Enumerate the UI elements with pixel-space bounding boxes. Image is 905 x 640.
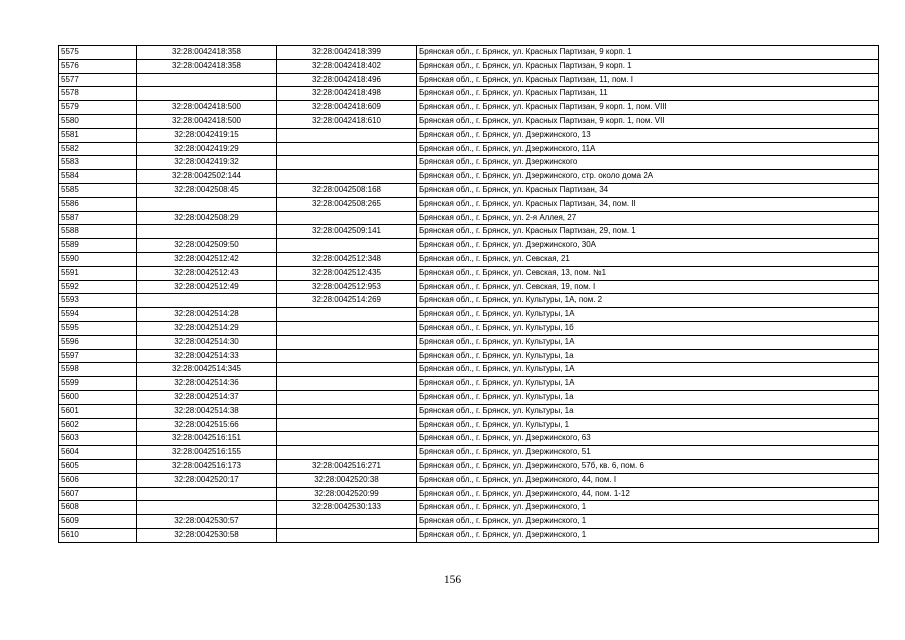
object-cadastral-number-cell: 32:28:0042514:269 bbox=[277, 294, 417, 308]
land-cadastral-number-cell bbox=[137, 487, 277, 501]
land-cadastral-number-cell: 32:28:0042514:30 bbox=[137, 335, 277, 349]
land-cadastral-number-cell: 32:28:0042515:66 bbox=[137, 418, 277, 432]
row-number-cell: 5586 bbox=[59, 197, 137, 211]
address-cell: Брянская обл., г. Брянск, ул. Дзержинского, 63 bbox=[417, 432, 879, 446]
land-cadastral-number-cell: 32:28:0042512:42 bbox=[137, 252, 277, 266]
object-cadastral-number-cell bbox=[277, 404, 417, 418]
row-number-cell: 5608 bbox=[59, 501, 137, 515]
land-cadastral-number-cell: 32:28:0042514:28 bbox=[137, 308, 277, 322]
table-row bbox=[59, 197, 879, 211]
object-cadastral-number-cell: 32:28:0042520:99 bbox=[277, 487, 417, 501]
table-row bbox=[59, 501, 879, 515]
row-number-cell: 5609 bbox=[59, 515, 137, 529]
table-row bbox=[59, 211, 879, 225]
address-cell: Брянская обл., г. Брянск, ул. Культуры, 1а bbox=[417, 390, 879, 404]
land-cadastral-number-cell bbox=[137, 225, 277, 239]
object-cadastral-number-cell bbox=[277, 142, 417, 156]
object-cadastral-number-cell: 32:28:0042516:271 bbox=[277, 459, 417, 473]
address-cell: Брянская обл., г. Брянск, ул. Дзержинского, стр. около дома 2А bbox=[417, 170, 879, 184]
table-row bbox=[59, 128, 879, 142]
row-number-cell: 5581 bbox=[59, 128, 137, 142]
page-number: 156 bbox=[443, 574, 462, 586]
row-number-cell: 5580 bbox=[59, 114, 137, 128]
object-cadastral-number-cell: 32:28:0042530:133 bbox=[277, 501, 417, 515]
object-cadastral-number-cell bbox=[277, 390, 417, 404]
object-cadastral-number-cell bbox=[277, 156, 417, 170]
land-cadastral-number-cell: 32:28:0042514:29 bbox=[137, 321, 277, 335]
land-cadastral-number-cell: 32:28:0042419:32 bbox=[137, 156, 277, 170]
address-cell: Брянская обл., г. Брянск, ул. Красных Партизан, 9 корп. 1, пом. VIII bbox=[417, 101, 879, 115]
table-row bbox=[59, 73, 879, 87]
land-cadastral-number-cell: 32:28:0042520:17 bbox=[137, 473, 277, 487]
land-cadastral-number-cell bbox=[137, 87, 277, 101]
address-cell: Брянская обл., г. Брянск, ул. Дзержинского, 30А bbox=[417, 239, 879, 253]
object-cadastral-number-cell bbox=[277, 321, 417, 335]
land-cadastral-number-cell: 32:28:0042516:173 bbox=[137, 459, 277, 473]
row-number-cell: 5594 bbox=[59, 308, 137, 322]
address-cell: Брянская обл., г. Брянск, ул. Культуры, 1а bbox=[417, 404, 879, 418]
row-number-cell: 5575 bbox=[59, 46, 137, 60]
address-cell: Брянская обл., г. Брянск, ул. Культуры, 1А bbox=[417, 308, 879, 322]
object-cadastral-number-cell bbox=[277, 211, 417, 225]
row-number-cell: 5599 bbox=[59, 377, 137, 391]
address-cell: Брянская обл., г. Брянск, ул. Культуры, 1а bbox=[417, 349, 879, 363]
address-cell: Брянская обл., г. Брянск, ул. Дзержинского, 44, пом. 1-12 bbox=[417, 487, 879, 501]
address-cell: Брянская обл., г. Брянск, ул. Культуры, 1 bbox=[417, 418, 879, 432]
address-cell: Брянская обл., г. Брянск, ул. Севская, 21 bbox=[417, 252, 879, 266]
address-cell: Брянская обл., г. Брянск, ул. Культуры, 1А bbox=[417, 363, 879, 377]
table-row bbox=[59, 432, 879, 446]
row-number-cell: 5598 bbox=[59, 363, 137, 377]
row-number-cell: 5600 bbox=[59, 390, 137, 404]
object-cadastral-number-cell bbox=[277, 528, 417, 542]
table-row bbox=[59, 46, 879, 60]
object-cadastral-number-cell bbox=[277, 308, 417, 322]
address-cell: Брянская обл., г. Брянск, ул. Дзержинского, 1 bbox=[417, 501, 879, 515]
table-row bbox=[59, 308, 879, 322]
object-cadastral-number-cell: 32:28:0042508:265 bbox=[277, 197, 417, 211]
row-number-cell: 5588 bbox=[59, 225, 137, 239]
land-cadastral-number-cell: 32:28:0042514:38 bbox=[137, 404, 277, 418]
row-number-cell: 5604 bbox=[59, 446, 137, 460]
address-cell: Брянская обл., г. Брянск, ул. Дзержинского, 44, пом. I bbox=[417, 473, 879, 487]
table-row bbox=[59, 280, 879, 294]
land-cadastral-number-cell: 32:28:0042512:49 bbox=[137, 280, 277, 294]
registry-table-body bbox=[59, 46, 879, 543]
table-row bbox=[59, 225, 879, 239]
land-cadastral-number-cell: 32:28:0042514:36 bbox=[137, 377, 277, 391]
address-cell: Брянская обл., г. Брянск, ул. Севская, 19, пом. I bbox=[417, 280, 879, 294]
land-cadastral-number-cell: 32:28:0042509:50 bbox=[137, 239, 277, 253]
object-cadastral-number-cell bbox=[277, 515, 417, 529]
land-cadastral-number-cell: 32:28:0042514:33 bbox=[137, 349, 277, 363]
table-row bbox=[59, 142, 879, 156]
table-row bbox=[59, 335, 879, 349]
object-cadastral-number-cell bbox=[277, 170, 417, 184]
object-cadastral-number-cell: 32:28:0042520:38 bbox=[277, 473, 417, 487]
land-cadastral-number-cell: 32:28:0042516:155 bbox=[137, 446, 277, 460]
row-number-cell: 5601 bbox=[59, 404, 137, 418]
row-number-cell: 5593 bbox=[59, 294, 137, 308]
row-number-cell: 5592 bbox=[59, 280, 137, 294]
row-number-cell: 5605 bbox=[59, 459, 137, 473]
land-cadastral-number-cell bbox=[137, 501, 277, 515]
row-number-cell: 5591 bbox=[59, 266, 137, 280]
table-row bbox=[59, 363, 879, 377]
table-row bbox=[59, 266, 879, 280]
row-number-cell: 5602 bbox=[59, 418, 137, 432]
land-cadastral-number-cell: 32:28:0042530:58 bbox=[137, 528, 277, 542]
address-cell: Брянская обл., г. Брянск, ул. Дзержинского, 57б, кв. 6, пом. 6 bbox=[417, 459, 879, 473]
address-cell: Брянская обл., г. Брянск, ул. Дзержинского, 1 bbox=[417, 528, 879, 542]
object-cadastral-number-cell bbox=[277, 432, 417, 446]
object-cadastral-number-cell: 32:28:0042418:498 bbox=[277, 87, 417, 101]
row-number-cell: 5583 bbox=[59, 156, 137, 170]
address-cell: Брянская обл., г. Брянск, ул. Дзержинского bbox=[417, 156, 879, 170]
object-cadastral-number-cell: 32:28:0042418:399 bbox=[277, 46, 417, 60]
address-cell: Брянская обл., г. Брянск, ул. Красных Партизан, 34, пом. II bbox=[417, 197, 879, 211]
land-cadastral-number-cell: 32:28:0042502:144 bbox=[137, 170, 277, 184]
table-row bbox=[59, 101, 879, 115]
object-cadastral-number-cell bbox=[277, 349, 417, 363]
land-cadastral-number-cell: 32:28:0042419:29 bbox=[137, 142, 277, 156]
row-number-cell: 5596 bbox=[59, 335, 137, 349]
land-cadastral-number-cell: 32:28:0042508:45 bbox=[137, 183, 277, 197]
row-number-cell: 5606 bbox=[59, 473, 137, 487]
land-cadastral-number-cell: 32:28:0042530:57 bbox=[137, 515, 277, 529]
table-row bbox=[59, 59, 879, 73]
land-cadastral-number-cell bbox=[137, 294, 277, 308]
object-cadastral-number-cell: 32:28:0042512:953 bbox=[277, 280, 417, 294]
address-cell: Брянская обл., г. Брянск, ул. Севская, 13, пом. №1 bbox=[417, 266, 879, 280]
address-cell: Брянская обл., г. Брянск, ул. Культуры, 1б bbox=[417, 321, 879, 335]
land-cadastral-number-cell: 32:28:0042512:43 bbox=[137, 266, 277, 280]
object-cadastral-number-cell: 32:28:0042418:609 bbox=[277, 101, 417, 115]
row-number-cell: 5579 bbox=[59, 101, 137, 115]
table-row bbox=[59, 487, 879, 501]
table-row bbox=[59, 239, 879, 253]
address-cell: Брянская обл., г. Брянск, ул. Красных Партизан, 9 корп. 1 bbox=[417, 46, 879, 60]
object-cadastral-number-cell bbox=[277, 239, 417, 253]
row-number-cell: 5603 bbox=[59, 432, 137, 446]
land-cadastral-number-cell: 32:28:0042419:15 bbox=[137, 128, 277, 142]
address-cell: Брянская обл., г. Брянск, ул. Красных Партизан, 34 bbox=[417, 183, 879, 197]
object-cadastral-number-cell: 32:28:0042512:435 bbox=[277, 266, 417, 280]
table-row bbox=[59, 418, 879, 432]
row-number-cell: 5589 bbox=[59, 239, 137, 253]
table-row bbox=[59, 377, 879, 391]
table-row bbox=[59, 252, 879, 266]
address-cell: Брянская обл., г. Брянск, ул. Культуры, 1А, пом. 2 bbox=[417, 294, 879, 308]
land-cadastral-number-cell: 32:28:0042514:345 bbox=[137, 363, 277, 377]
address-cell: Брянская обл., г. Брянск, ул. Дзержинского, 51 bbox=[417, 446, 879, 460]
object-cadastral-number-cell: 32:28:0042508:168 bbox=[277, 183, 417, 197]
row-number-cell: 5610 bbox=[59, 528, 137, 542]
row-number-cell: 5590 bbox=[59, 252, 137, 266]
object-cadastral-number-cell bbox=[277, 377, 417, 391]
object-cadastral-number-cell bbox=[277, 128, 417, 142]
address-cell: Брянская обл., г. Брянск, ул. Дзержинского, 11А bbox=[417, 142, 879, 156]
registry-table bbox=[58, 45, 879, 543]
table-row bbox=[59, 170, 879, 184]
row-number-cell: 5607 bbox=[59, 487, 137, 501]
row-number-cell: 5597 bbox=[59, 349, 137, 363]
table-row bbox=[59, 404, 879, 418]
object-cadastral-number-cell: 32:28:0042418:402 bbox=[277, 59, 417, 73]
address-cell: Брянская обл., г. Брянск, ул. Красных Партизан, 9 корп. 1 bbox=[417, 59, 879, 73]
address-cell: Брянская обл., г. Брянск, ул. Красных Партизан, 9 корп. 1, пом. VII bbox=[417, 114, 879, 128]
table-row bbox=[59, 183, 879, 197]
address-cell: Брянская обл., г. Брянск, ул. Красных Партизан, 11, пом. I bbox=[417, 73, 879, 87]
address-cell: Брянская обл., г. Брянск, ул. 2-я Аллея, 27 bbox=[417, 211, 879, 225]
row-number-cell: 5587 bbox=[59, 211, 137, 225]
land-cadastral-number-cell bbox=[137, 73, 277, 87]
object-cadastral-number-cell bbox=[277, 335, 417, 349]
table-row bbox=[59, 321, 879, 335]
land-cadastral-number-cell: 32:28:0042418:500 bbox=[137, 114, 277, 128]
object-cadastral-number-cell: 32:28:0042418:496 bbox=[277, 73, 417, 87]
land-cadastral-number-cell: 32:28:0042516:151 bbox=[137, 432, 277, 446]
address-cell: Брянская обл., г. Брянск, ул. Красных Партизан, 11 bbox=[417, 87, 879, 101]
table-row bbox=[59, 114, 879, 128]
table-row bbox=[59, 446, 879, 460]
land-cadastral-number-cell: 32:28:0042418:358 bbox=[137, 46, 277, 60]
land-cadastral-number-cell bbox=[137, 197, 277, 211]
table-row bbox=[59, 294, 879, 308]
table-row bbox=[59, 459, 879, 473]
address-cell: Брянская обл., г. Брянск, ул. Дзержинского, 1 bbox=[417, 515, 879, 529]
table-row bbox=[59, 473, 879, 487]
object-cadastral-number-cell bbox=[277, 363, 417, 377]
land-cadastral-number-cell: 32:28:0042508:29 bbox=[137, 211, 277, 225]
row-number-cell: 5576 bbox=[59, 59, 137, 73]
address-cell: Брянская обл., г. Брянск, ул. Дзержинского, 13 bbox=[417, 128, 879, 142]
address-cell: Брянская обл., г. Брянск, ул. Культуры, 1А bbox=[417, 377, 879, 391]
land-cadastral-number-cell: 32:28:0042514:37 bbox=[137, 390, 277, 404]
table-row bbox=[59, 515, 879, 529]
object-cadastral-number-cell: 32:28:0042418:610 bbox=[277, 114, 417, 128]
object-cadastral-number-cell: 32:28:0042509:141 bbox=[277, 225, 417, 239]
row-number-cell: 5585 bbox=[59, 183, 137, 197]
row-number-cell: 5577 bbox=[59, 73, 137, 87]
table-row bbox=[59, 528, 879, 542]
table-row bbox=[59, 87, 879, 101]
address-cell: Брянская обл., г. Брянск, ул. Культуры, 1А bbox=[417, 335, 879, 349]
table-row bbox=[59, 349, 879, 363]
land-cadastral-number-cell: 32:28:0042418:500 bbox=[137, 101, 277, 115]
row-number-cell: 5582 bbox=[59, 142, 137, 156]
object-cadastral-number-cell: 32:28:0042512:348 bbox=[277, 252, 417, 266]
row-number-cell: 5578 bbox=[59, 87, 137, 101]
address-cell: Брянская обл., г. Брянск, ул. Красных Партизан, 29, пом. 1 bbox=[417, 225, 879, 239]
object-cadastral-number-cell bbox=[277, 418, 417, 432]
table-row bbox=[59, 390, 879, 404]
land-cadastral-number-cell: 32:28:0042418:358 bbox=[137, 59, 277, 73]
row-number-cell: 5595 bbox=[59, 321, 137, 335]
table-row bbox=[59, 156, 879, 170]
row-number-cell: 5584 bbox=[59, 170, 137, 184]
object-cadastral-number-cell bbox=[277, 446, 417, 460]
